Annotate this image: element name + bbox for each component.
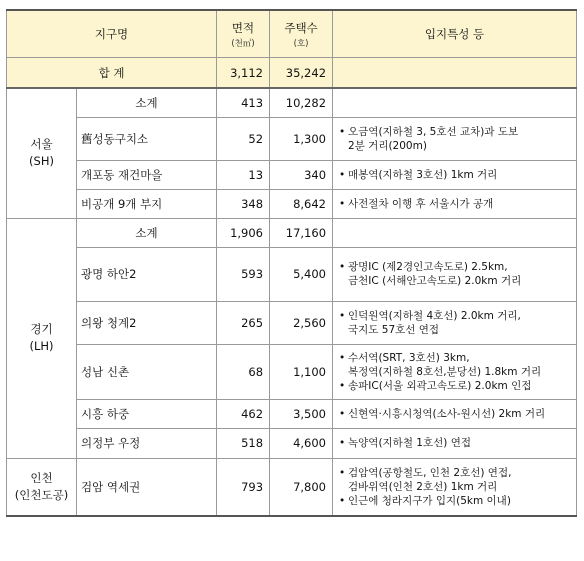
site-houses: 4,600 (270, 428, 333, 458)
feature-line: • 매봉역(지하철 3호선) 1km 거리 (339, 168, 572, 182)
subtotal-area: 413 (217, 88, 270, 117)
site-name: 개포동 재건마을 (77, 160, 217, 189)
site-area: 348 (217, 189, 270, 218)
site-area: 265 (217, 301, 270, 344)
site-features (333, 344, 577, 399)
subtotal-area: 1,906 (217, 218, 270, 247)
site-houses: 7,800 (270, 458, 333, 516)
region-name: 경기 (30, 322, 53, 336)
feature-line: • 사전절차 이행 후 서울시가 공개 (339, 197, 572, 211)
header-area-unit: (천㎡) (231, 38, 255, 49)
feature-line: • 수서역(SRT, 3호선) 3km, (339, 351, 572, 365)
subtotal-houses: 10,282 (270, 88, 333, 117)
region-agency: (인천도공) (14, 487, 69, 502)
subtotal-label: 소계 (77, 218, 217, 247)
feature-line: • 오금역(지하철 3, 5호선 교차)과 도보 (339, 125, 572, 139)
total-houses: 35,242 (270, 58, 333, 89)
site-area: 13 (217, 160, 270, 189)
total-row (7, 58, 577, 89)
feature-line: • 신현역·시흥시청역(소사-원시선) 2km 거리 (339, 407, 572, 421)
table-row (7, 189, 577, 218)
header-features: 입지특성 등 (333, 10, 577, 58)
subtotal-features (333, 88, 577, 117)
site-name: 광명 하안2 (77, 247, 217, 301)
table-row (7, 428, 577, 458)
housing-site-table (6, 9, 577, 517)
table-row (7, 399, 577, 428)
site-houses: 340 (270, 160, 333, 189)
feature-line: • 광명IC (제2경인고속도로) 2.5km, (339, 260, 572, 274)
site-area: 52 (217, 117, 270, 160)
feature-line-cont: 검바위역(인천 2호선) 1km 거리 (348, 480, 498, 493)
subtotal-features (333, 218, 577, 247)
site-name: 성남 신촌 (77, 344, 217, 399)
site-houses: 2,560 (270, 301, 333, 344)
site-houses: 3,500 (270, 399, 333, 428)
region-cell-gyeonggi (7, 218, 77, 458)
header-houses-label: 주택수 (284, 20, 318, 35)
site-features (333, 160, 577, 189)
feature-line-cont: 금천IC (서해안고속도로) 2.0km 거리 (348, 275, 522, 287)
region-name: 서울 (30, 137, 53, 152)
site-houses: 8,642 (270, 189, 333, 218)
total-features (333, 58, 577, 89)
site-name: 시흥 하중 (77, 399, 217, 428)
header-area-label: 면적 (231, 20, 255, 35)
total-label: 합 계 (7, 58, 217, 89)
header-district: 지구명 (7, 10, 217, 58)
header-houses-unit: (호) (293, 38, 309, 49)
site-features (333, 189, 577, 218)
table-row (7, 301, 577, 344)
site-area: 462 (217, 399, 270, 428)
site-features (333, 399, 577, 428)
site-features (333, 117, 577, 160)
site-area: 593 (217, 247, 270, 301)
site-houses: 1,300 (270, 117, 333, 160)
subtotal-label: 소계 (77, 88, 217, 117)
site-area: 793 (217, 458, 270, 516)
region-cell-seoul (7, 88, 77, 218)
site-name: 비공개 9개 부지 (77, 189, 217, 218)
table-row (7, 458, 577, 516)
site-features (333, 247, 577, 301)
site-area: 518 (217, 428, 270, 458)
region-agency: (LH) (29, 339, 54, 353)
site-area: 68 (217, 344, 270, 399)
site-features (333, 301, 577, 344)
feature-line: • 인근에 청라지구가 입지(5km 이내) (339, 494, 572, 508)
feature-line-cont: 복정역(지하철 8호선,분당선) 1.8km 거리 (348, 365, 542, 378)
table-row (7, 117, 577, 160)
feature-line: • 송파IC(서울 외곽고속도로) 2.0km 인접 (339, 379, 572, 393)
header-houses (270, 10, 333, 58)
site-name: 검암 역세권 (77, 458, 217, 516)
feature-line-cont: 2분 거리(200m) (348, 139, 427, 152)
site-houses: 5,400 (270, 247, 333, 301)
feature-line: • 녹양역(지하철 1호선) 연접 (339, 436, 572, 450)
subtotal-houses: 17,160 (270, 218, 333, 247)
table-row (7, 218, 577, 247)
feature-line-cont: 국지도 57호선 연접 (348, 323, 440, 336)
table-row (7, 247, 577, 301)
table-row (7, 88, 577, 117)
feature-line: • 인덕원역(지하철 4호선) 2.0km 거리, (339, 309, 572, 323)
region-agency: (SH) (29, 154, 54, 169)
site-name: 의정부 우정 (77, 428, 217, 458)
site-name: 舊성동구치소 (77, 117, 217, 160)
region-name: 인천 (30, 470, 53, 485)
site-name: 의왕 청계2 (77, 301, 217, 344)
total-area: 3,112 (217, 58, 270, 89)
site-features (333, 458, 577, 516)
table-row (7, 160, 577, 189)
region-cell-incheon (7, 458, 77, 516)
site-houses: 1,100 (270, 344, 333, 399)
site-features (333, 428, 577, 458)
header-area (217, 10, 270, 58)
feature-line: • 검암역(공항철도, 인천 2호선) 연접, (339, 466, 572, 480)
table-row (7, 344, 577, 399)
header-row (7, 10, 577, 58)
